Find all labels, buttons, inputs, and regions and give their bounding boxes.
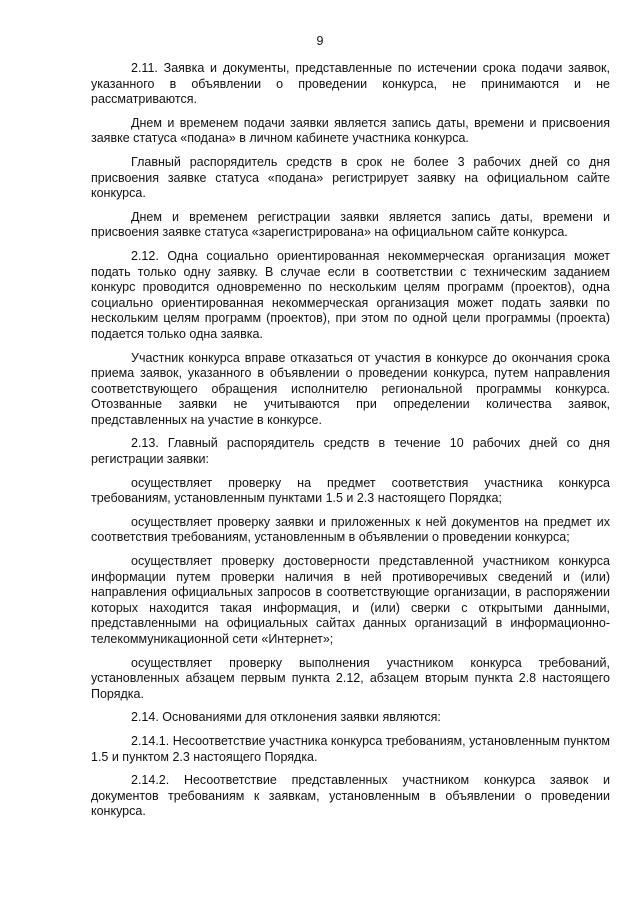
- paragraph-submission-time: Днем и временем подачи заявки является запись даты, времени и присвоения заявке статуса «подана» в личном кабинете участника конкурса.: [91, 115, 610, 146]
- paragraph-2-14-2: 2.14.2. Несоответствие представленных участником конкурса заявок и документов требованиям к заявкам, установленным в объявлении о проведении конкурса.: [91, 773, 610, 819]
- paragraph-2-11: 2.11. Заявка и документы, представленные по истечении срока подачи заявок, указанного в объявлении о проведении конкурса, не принимаются и не рассматриваются.: [91, 61, 610, 107]
- paragraph-withdrawal: Участник конкурса вправе отказаться от участия в конкурсе до окончания срока приема заявок, указанного в объявлении о проведении конкурса, путем направления соответствующего обращения исполнителю региональной программы конкурса. Отозванные заявки не учитываются при определении количества заявок, представленных на участие в конкурсе.: [91, 350, 610, 427]
- paragraph-check-documents: осуществляет проверку заявки и приложенных к ней документов на предмет их соответствия требованиям, установленным в объявлении о проведении конкурса;: [91, 514, 610, 545]
- paragraph-2-14-1: 2.14.1. Несоответствие участника конкурса требованиям, установленным пунктом 1.5 и пунктом 2.3 настоящего Порядка.: [91, 733, 610, 764]
- paragraph-check-requirements: осуществляет проверку на предмет соответствия участника конкурса требованиям, установленным пунктами 1.5 и 2.3 настоящего Порядка;: [91, 475, 610, 506]
- paragraph-check-compliance: осуществляет проверку выполнения участником конкурса требований, установленных абзацем первым пункта 2.12, абзацем вторым пункта 2.8 настоящего Порядка.: [91, 655, 610, 701]
- document-body: [91, 61, 610, 828]
- paragraph-registration-deadline: Главный распорядитель средств в срок не более 3 рабочих дней со дня присвоения заявке статуса «подана» регистрирует заявку на официальном сайте конкурса.: [91, 154, 610, 201]
- paragraph-2-14: 2.14. Основаниями для отклонения заявки являются:: [131, 710, 441, 725]
- paragraph-registration-time: Днем и временем регистрации заявки является запись даты, времени и присвоения заявке статуса «зарегистрирована» на официальном сайте конкурса.: [91, 209, 610, 240]
- paragraph-check-reliability: осуществляет проверку достоверности представленной участником конкурса информации путем проверки наличия в ней противоречивых сведений и (или) направления официальных запросов в соответствующие организации, в распоряжении которых находится такая информация, и (или) сверки с открытыми данными, представленными на официальных сайтах данных организаций в информационно-телекоммуникационной сети «Интернет»;: [91, 554, 610, 646]
- page-number: 9: [316, 34, 324, 48]
- paragraph-2-12: 2.12. Одна социально ориентированная некоммерческая организация может подать только одну заявку. В случае если в соответствии с техническим заданием конкурс проводится одновременно по нескольким целям программ (проектов), одна социально ориентированная некоммерческая организация может подать заявки по нескольким целям программ (проектов), при этом по одной цели программы (проекта) подается только одна заявка.: [91, 248, 610, 341]
- paragraph-2-13: 2.13. Главный распорядитель средств в течение 10 рабочих дней со дня регистрации заявки:: [91, 436, 610, 467]
